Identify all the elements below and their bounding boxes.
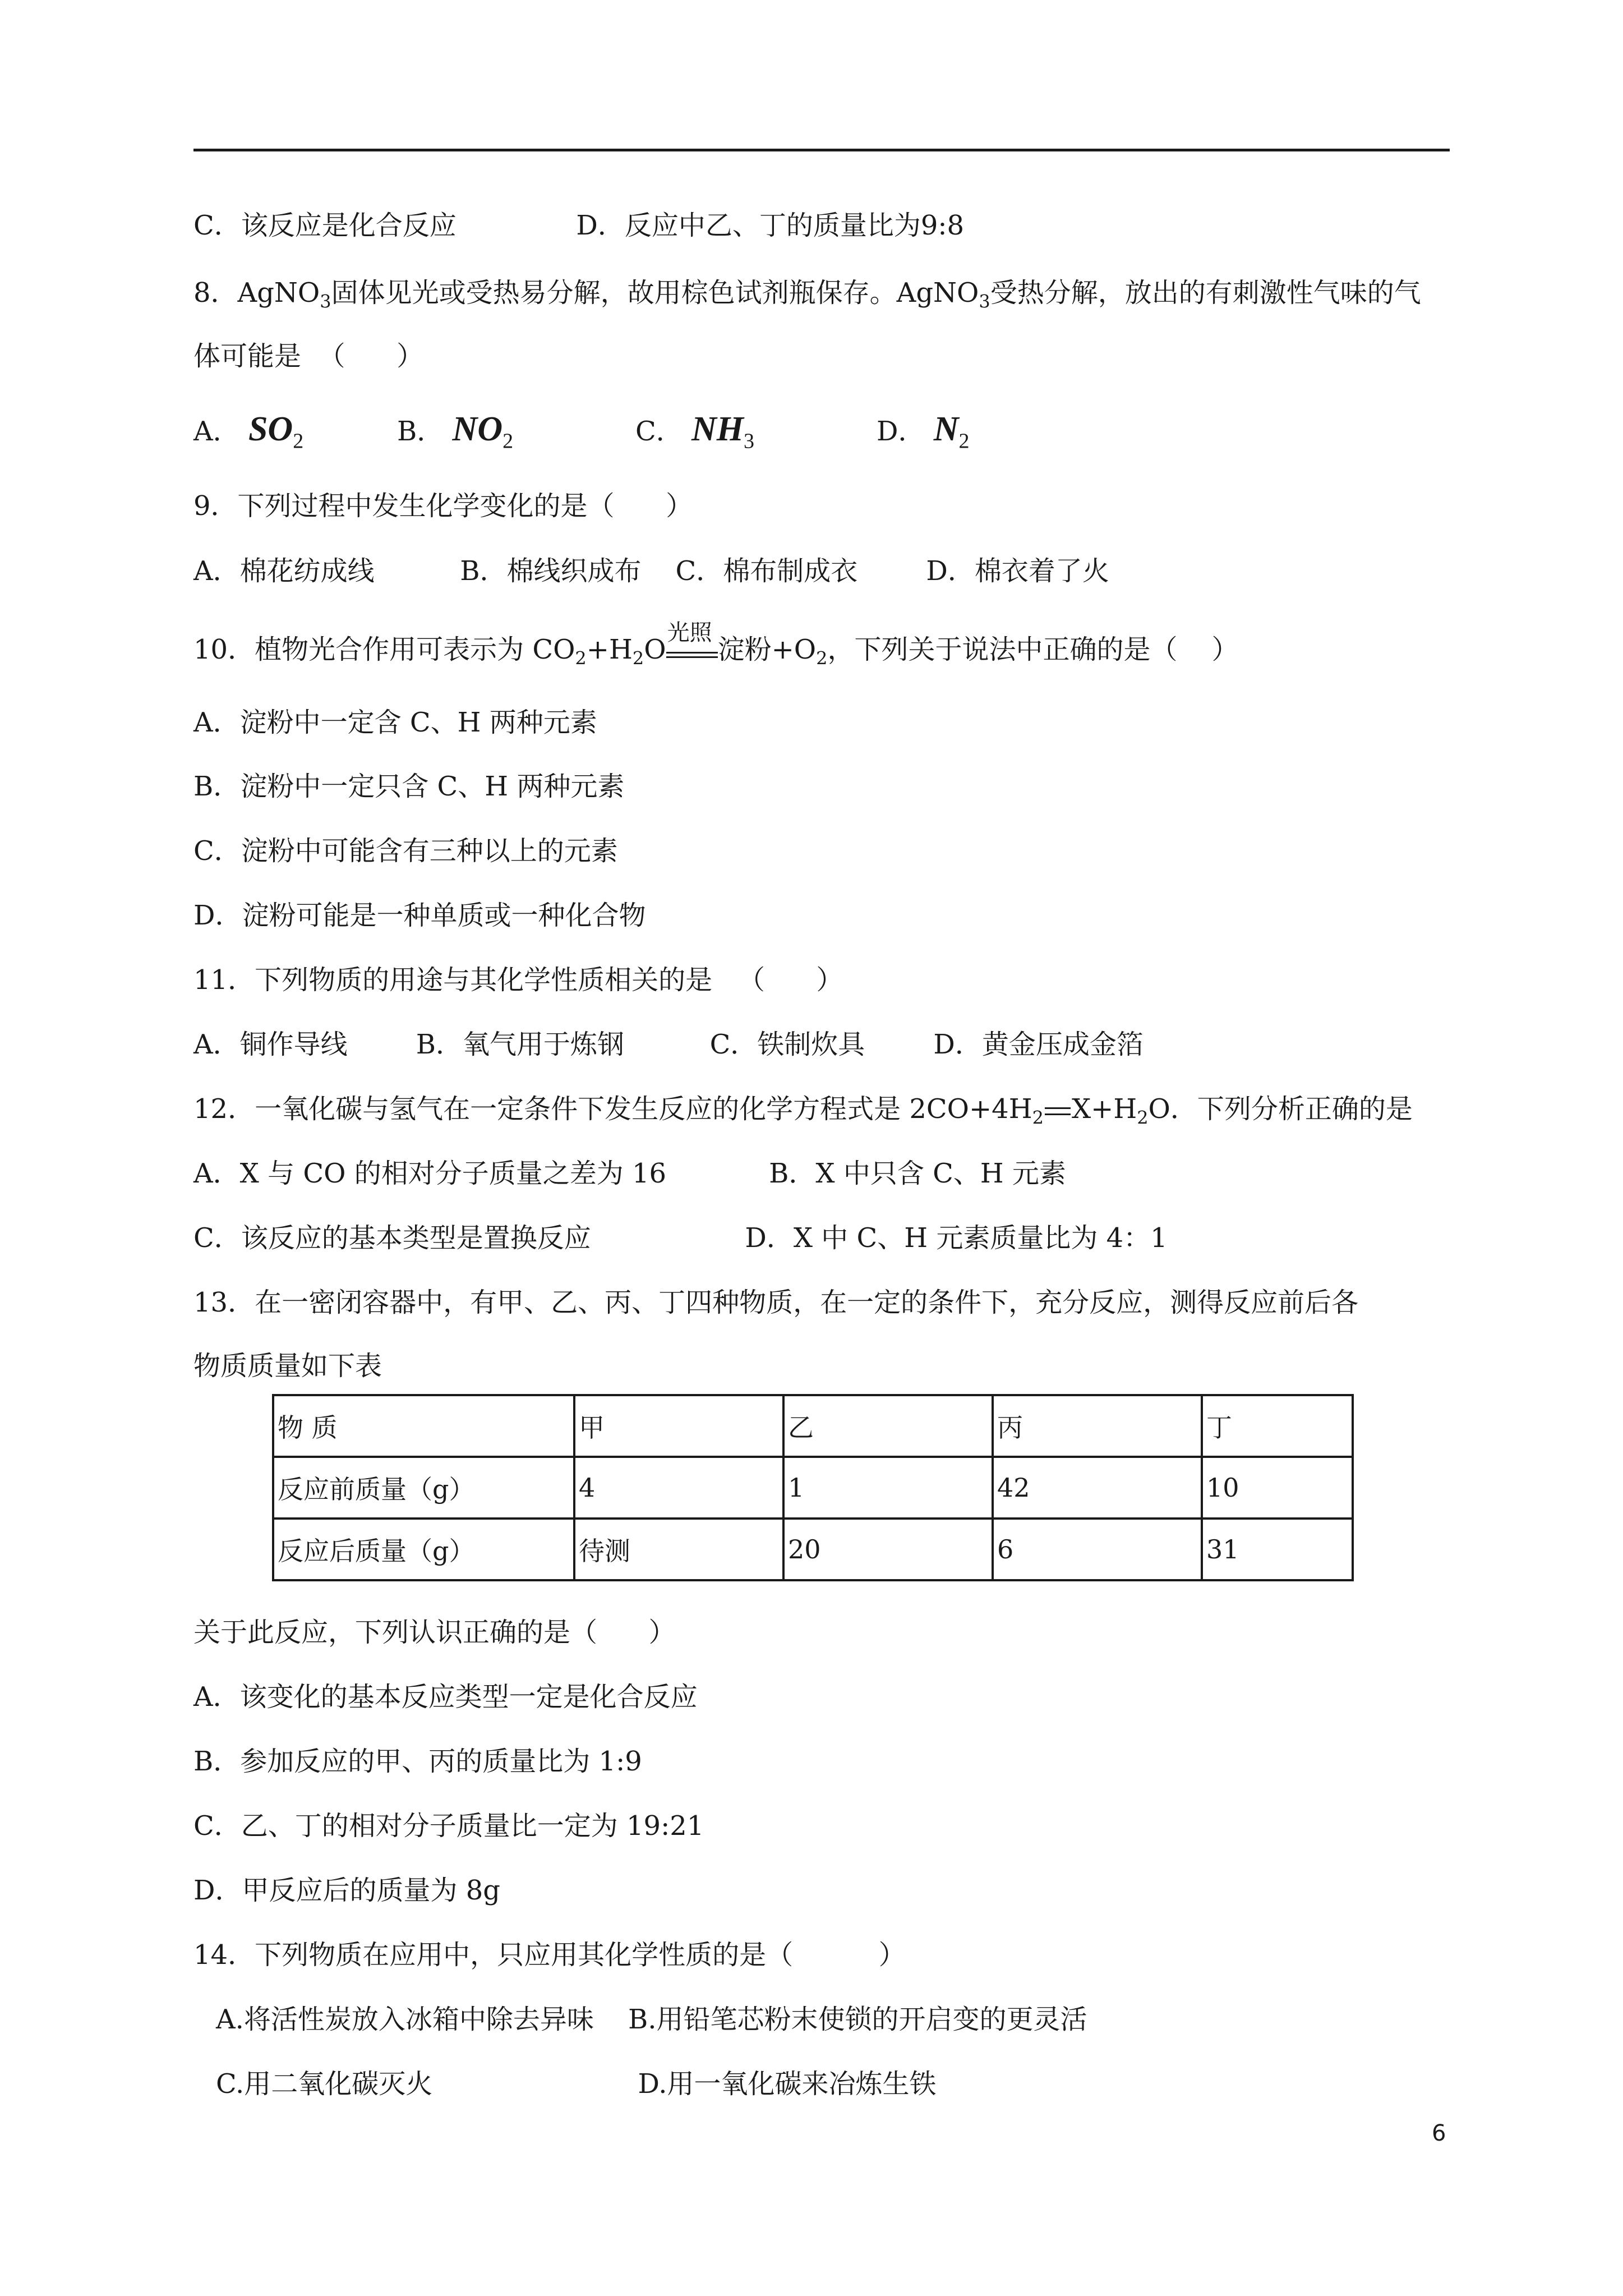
header-rule <box>193 149 1450 151</box>
q12-options-ab: A．X 与 CO 的相对分子质量之差为 16 B．X 中只含 C、H 元素 <box>193 1158 1066 1189</box>
q14-stem: 14．下列物质在应用中，只应用其化学性质的是（ ） <box>193 1939 906 1971</box>
q8-option-c: C． $NH_3$ <box>635 410 754 453</box>
table-cell: 6 <box>993 1519 1202 1580</box>
q8-option-b: B． $NO_2$ <box>397 410 514 453</box>
q13-option-d: D．甲反应后的质量为 8g <box>193 1875 501 1906</box>
q9-stem: 9．下列过程中发生化学变化的是（ ） <box>193 490 693 522</box>
table-cell: 4 <box>574 1457 783 1519</box>
table-cell: 20 <box>783 1519 993 1580</box>
mass-table <box>272 1394 1354 1581</box>
table-cell: 待测 <box>574 1519 783 1580</box>
page-number: 6 <box>1432 2120 1446 2146</box>
table-cell: 物 质 <box>273 1395 574 1457</box>
table-cell: 1 <box>783 1457 993 1519</box>
table-cell: 42 <box>993 1457 1202 1519</box>
q8-stem-line1: 8．AgNO$_3$固体见光或受热易分解，故用棕色试剂瓶保存。AgNO$_3$受热分解，放出的有刺激性气味的气 <box>193 277 1421 312</box>
q13-stem-line2: 物质质量如下表 <box>193 1350 382 1382</box>
table-cell: 31 <box>1202 1519 1353 1580</box>
reaction-condition: 光照 <box>666 633 718 666</box>
q14-options-cd: C.用二氧化碳灭火 D.用一氧化碳来冶炼生铁 <box>216 2068 937 2100</box>
table-cell: 10 <box>1202 1457 1353 1519</box>
q10-option-c: C．淀粉中可能含有三种以上的元素 <box>193 835 618 867</box>
table-row <box>273 1519 1353 1580</box>
q8-option-d: D． $N_2$ <box>877 410 970 453</box>
q11-options: A．铜作导线 B．氧气用于炼钢 C．铁制炊具 D．黄金压成金箔 <box>193 1029 1144 1060</box>
table-header-row <box>273 1395 1353 1457</box>
q11-stem: 11．下列物质的用途与其化学性质相关的是 （ ） <box>193 964 843 996</box>
q13-option-c: C．乙、丁的相对分子质量比一定为 19:21 <box>193 1810 704 1842</box>
q13-followup: 关于此反应，下列认识正确的是（ ） <box>193 1617 676 1648</box>
table-row <box>273 1457 1353 1519</box>
q13-option-a: A．该变化的基本反应类型一定是化合反应 <box>193 1681 698 1713</box>
q13-stem: 13．在一密闭容器中，有甲、乙、丙、丁四种物质，在一定的条件下，充分反应，测得反应前后各 <box>193 1287 1359 1318</box>
q10-option-b: B．淀粉中一定只含 C、H 两种元素 <box>193 771 625 802</box>
q12-options-cd: C．该反应的基本类型是置换反应 D．X 中 C、H 元素质量比为 4：1 <box>193 1222 1168 1254</box>
q8-stem-line2: 体可能是 （ ） <box>193 341 424 372</box>
q8-option-a: A． $SO_2$ <box>193 410 304 453</box>
table-cell: 反应前质量（g） <box>273 1457 574 1519</box>
q10-stem: 10．植物光合作用可表示为 $CO_2+H_2O$ 光照 淀粉$+O_2$，下列关于说法中正确的是（ ） <box>193 620 1239 669</box>
table-cell: 乙 <box>783 1395 993 1457</box>
equals-sign <box>1045 1107 1071 1115</box>
q10-option-a: A．淀粉中一定含 C、H 两种元素 <box>193 707 597 738</box>
table-cell: 甲 <box>574 1395 783 1457</box>
q10-option-d: D．淀粉可能是一种单质或一种化合物 <box>193 900 646 931</box>
table-cell: 丁 <box>1202 1395 1353 1457</box>
table-cell: 反应后质量（g） <box>273 1519 574 1580</box>
q14-options-ab: A.将活性炭放入冰箱中除去异味 B.用铅笔芯粉末使锁的开启变的更灵活 <box>216 2004 1087 2035</box>
table-cell: 丙 <box>993 1395 1202 1457</box>
q13-option-b: B．参加反应的甲、丙的质量比为 1:9 <box>193 1746 642 1777</box>
q9-options: A．棉花纺成线 B．棉线织成布 C．棉布制成衣 D．棉衣着了火 <box>193 555 1109 587</box>
q7-options-cd: C．该反应是化合反应 D．反应中乙、丁的质量比为9:8 <box>193 210 965 241</box>
q12-stem: 12．一氧化碳与氢气在一定条件下发生反应的化学方程式是 $2CO+4H_2$ $X+H_2O$．下列分析正确的是 <box>193 1093 1413 1129</box>
